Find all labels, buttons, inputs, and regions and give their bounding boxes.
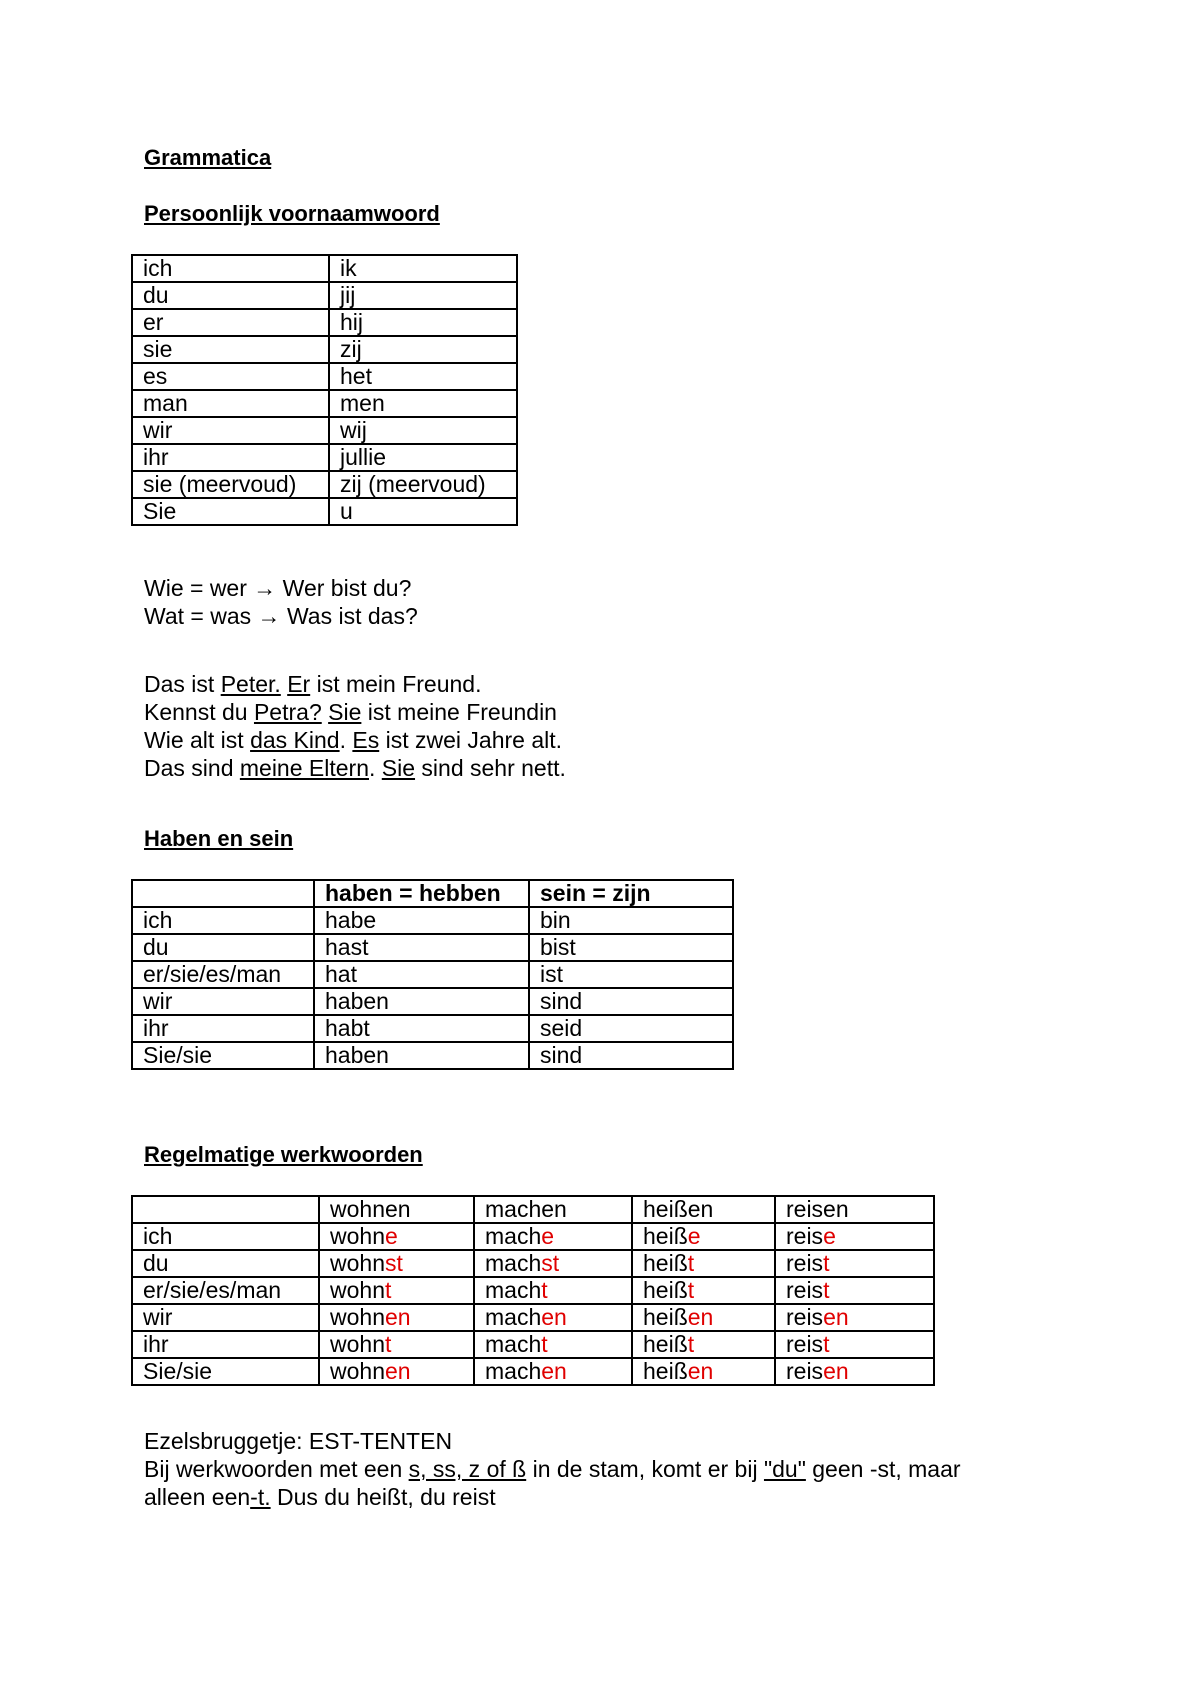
- subject-cell: ich: [132, 1223, 319, 1250]
- verb-form-cell: [775, 1331, 934, 1358]
- verb-stem: reis: [786, 1358, 824, 1384]
- verb-form-cell: [632, 1250, 775, 1277]
- table-cell: hast: [314, 934, 529, 961]
- verb-ending: t: [541, 1277, 548, 1303]
- regular-verbs-heading: Regelmatige werkwoorden: [144, 1142, 423, 1167]
- table-cell: haben: [314, 1042, 529, 1069]
- verb-stem: reis: [786, 1250, 824, 1276]
- pronouns-heading: Persoonlijk voornaamwoord: [144, 201, 440, 226]
- verb-ending: en: [541, 1304, 567, 1330]
- table-cell: zij: [329, 336, 517, 363]
- haben-sein-heading: Haben en sein: [144, 826, 294, 851]
- table-cell: sie (meervoud): [132, 471, 329, 498]
- verb-stem: reis: [786, 1304, 824, 1330]
- verb-stem: heiß: [643, 1223, 688, 1249]
- verb-form-cell: [319, 1331, 474, 1358]
- example-sentence: Das sind meine Eltern. Sie sind sehr nett.: [144, 755, 566, 781]
- verb-stem: heiß: [643, 1304, 688, 1330]
- verb-stem: heiß: [643, 1331, 688, 1357]
- table-cell: u: [329, 498, 517, 525]
- verb-stem: wohn: [330, 1304, 385, 1330]
- table-row: [132, 1304, 934, 1331]
- table-cell: wij: [329, 417, 517, 444]
- mnemonic-title: Ezelsbruggetje: EST-TENTEN: [144, 1428, 453, 1454]
- page-title: Grammatica: [144, 145, 272, 170]
- verb-ending: t: [823, 1250, 830, 1276]
- table-cell: ik: [329, 255, 517, 282]
- table-cell: zij (meervoud): [329, 471, 517, 498]
- table-cell: ihr: [132, 1015, 314, 1042]
- table-cell: du: [132, 282, 329, 309]
- table-cell: Sie: [132, 498, 329, 525]
- question-line-2: Wat = was → Was ist das?: [144, 603, 418, 629]
- verb-form-cell: [474, 1358, 632, 1385]
- verb-form-cell: [632, 1358, 775, 1385]
- verb-form-cell: [319, 1250, 474, 1277]
- verb-ending: en: [823, 1304, 849, 1330]
- subject-cell: du: [132, 1250, 319, 1277]
- table-cell: hat: [314, 961, 529, 988]
- verb-ending: e: [687, 1223, 701, 1249]
- verb-form-cell: [319, 1358, 474, 1385]
- example-sentence: Kennst du Petra? Sie ist meine Freundin: [144, 699, 557, 725]
- verb-form-cell: [632, 1277, 775, 1304]
- table-row: [132, 417, 517, 444]
- table-row: [132, 471, 517, 498]
- verb-ending: st: [541, 1250, 560, 1276]
- verb-ending: en: [687, 1304, 714, 1330]
- verb-ending: t: [687, 1277, 695, 1303]
- table-cell: sie: [132, 336, 329, 363]
- verb-ending: t: [687, 1250, 695, 1276]
- table-row: [132, 934, 733, 961]
- table-row: [132, 988, 733, 1015]
- verb-ending: t: [384, 1277, 392, 1303]
- table-header-cell: wohnen: [319, 1196, 474, 1223]
- verb-form-cell: [474, 1304, 632, 1331]
- table-header-cell: haben = hebben: [314, 880, 529, 907]
- table-header-cell: machen: [474, 1196, 632, 1223]
- verb-stem: mach: [485, 1223, 542, 1249]
- arrow-icon: →: [257, 603, 281, 629]
- arrow-icon: →: [253, 575, 277, 601]
- haben-sein-table: [131, 879, 734, 1070]
- table-row: [132, 444, 517, 471]
- table-header-row: [132, 1196, 934, 1223]
- table-cell: ich: [132, 255, 329, 282]
- verb-form-cell: [319, 1277, 474, 1304]
- verb-form-cell: [474, 1250, 632, 1277]
- verb-ending: e: [541, 1223, 555, 1249]
- table-cell: men: [329, 390, 517, 417]
- table-cell: wir: [132, 988, 314, 1015]
- table-row: [132, 1250, 934, 1277]
- table-cell: sind: [529, 1042, 733, 1069]
- verb-form-cell: [775, 1250, 934, 1277]
- verb-stem: wohn: [330, 1250, 385, 1276]
- table-cell: ihr: [132, 444, 329, 471]
- table-cell: sind: [529, 988, 733, 1015]
- verb-stem: reis: [786, 1223, 824, 1249]
- table-cell: hij: [329, 309, 517, 336]
- table-header-cell: [132, 1196, 319, 1223]
- verb-stem: mach: [485, 1250, 542, 1276]
- table-header-cell: [132, 880, 314, 907]
- table-cell: Sie/sie: [132, 1042, 314, 1069]
- table-cell: ich: [132, 907, 314, 934]
- table-cell: du: [132, 934, 314, 961]
- subject-cell: ihr: [132, 1331, 319, 1358]
- table-cell: bin: [529, 907, 733, 934]
- table-row: [132, 390, 517, 417]
- table-row: [132, 907, 733, 934]
- verb-form-cell: [775, 1358, 934, 1385]
- verb-stem: reis: [786, 1331, 824, 1357]
- table-cell: es: [132, 363, 329, 390]
- verb-form-cell: [474, 1277, 632, 1304]
- table-cell: jullie: [329, 444, 517, 471]
- table-cell: jij: [329, 282, 517, 309]
- table-row: [132, 282, 517, 309]
- verb-stem: wohn: [330, 1223, 385, 1249]
- verb-ending: en: [687, 1358, 714, 1384]
- verb-form-cell: [775, 1304, 934, 1331]
- verb-form-cell: [474, 1223, 632, 1250]
- table-cell: ist: [529, 961, 733, 988]
- verb-ending: e: [823, 1223, 836, 1249]
- verb-form-cell: [632, 1223, 775, 1250]
- table-cell: bist: [529, 934, 733, 961]
- verb-stem: heiß: [643, 1277, 688, 1303]
- verb-stem: mach: [485, 1277, 542, 1303]
- table-header-cell: reisen: [775, 1196, 934, 1223]
- verb-form-cell: [474, 1331, 632, 1358]
- table-row: [132, 498, 517, 525]
- verb-stem: heiß: [643, 1250, 688, 1276]
- table-cell: haben: [314, 988, 529, 1015]
- verb-form-cell: [319, 1304, 474, 1331]
- table-row: [132, 1042, 733, 1069]
- verb-stem: wohn: [330, 1277, 385, 1303]
- verb-ending: en: [384, 1304, 411, 1330]
- verb-form-cell: [632, 1331, 775, 1358]
- table-row: [132, 1358, 934, 1385]
- table-cell: er: [132, 309, 329, 336]
- example-sentence: Wie alt ist das Kind. Es ist zwei Jahre alt.: [144, 727, 563, 753]
- verb-form-cell: [775, 1223, 934, 1250]
- verb-ending: en: [384, 1358, 411, 1384]
- table-row: [132, 255, 517, 282]
- table-row: [132, 363, 517, 390]
- verb-ending: en: [823, 1358, 849, 1384]
- verb-form-cell: [775, 1277, 934, 1304]
- table-row: [132, 1223, 934, 1250]
- table-cell: het: [329, 363, 517, 390]
- verb-stem: mach: [485, 1304, 542, 1330]
- table-cell: er/sie/es/man: [132, 961, 314, 988]
- table-cell: habt: [314, 1015, 529, 1042]
- table-header-cell: sein = zijn: [529, 880, 733, 907]
- table-row: [132, 961, 733, 988]
- verb-ending: t: [541, 1331, 548, 1357]
- mnemonic-line-2: Bij werkwoorden met een s, ss, z of ß in de stam, komt er bij "du" geen -st, maar: [144, 1456, 961, 1482]
- verb-ending: t: [384, 1331, 392, 1357]
- verb-ending: t: [823, 1277, 830, 1303]
- verb-stem: mach: [485, 1331, 542, 1357]
- table-row: [132, 336, 517, 363]
- verb-ending: e: [384, 1223, 398, 1249]
- verb-stem: heiß: [643, 1358, 688, 1384]
- verb-form-cell: [319, 1223, 474, 1250]
- pronoun-table: [131, 254, 518, 526]
- table-row: [132, 1015, 733, 1042]
- question-line-1: Wie = wer → Wer bist du?: [144, 575, 412, 601]
- subject-cell: er/sie/es/man: [132, 1277, 319, 1304]
- table-header-row: [132, 880, 733, 907]
- regular-verbs-table: [131, 1195, 935, 1386]
- table-row: [132, 1277, 934, 1304]
- verb-ending: st: [384, 1250, 403, 1276]
- verb-ending: t: [687, 1331, 695, 1357]
- verb-ending: t: [823, 1331, 830, 1357]
- example-sentence: Das ist Peter. Er ist mein Freund.: [144, 671, 482, 697]
- table-header-cell: heißen: [632, 1196, 775, 1223]
- subject-cell: Sie/sie: [132, 1358, 319, 1385]
- verb-stem: wohn: [330, 1331, 385, 1357]
- table-cell: seid: [529, 1015, 733, 1042]
- mnemonic-line-3: alleen een-t. Dus du heißt, du reist: [144, 1484, 496, 1510]
- table-cell: habe: [314, 907, 529, 934]
- subject-cell: wir: [132, 1304, 319, 1331]
- verb-form-cell: [632, 1304, 775, 1331]
- verb-ending: en: [541, 1358, 567, 1384]
- table-row: [132, 1331, 934, 1358]
- verb-stem: mach: [485, 1358, 542, 1384]
- table-cell: wir: [132, 417, 329, 444]
- verb-stem: wohn: [330, 1358, 385, 1384]
- table-row: [132, 309, 517, 336]
- verb-stem: reis: [786, 1277, 824, 1303]
- table-cell: man: [132, 390, 329, 417]
